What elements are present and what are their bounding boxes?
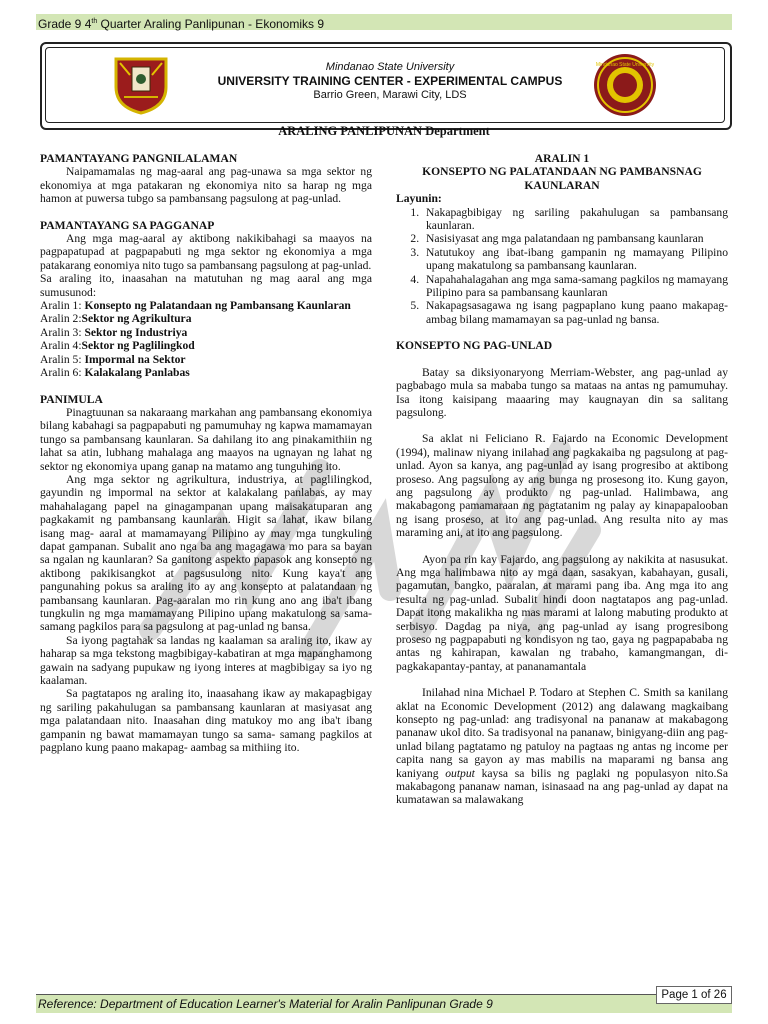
campus-name: UNIVERSITY TRAINING CENTER - EXPERIMENTAL CAMPUS: [217, 74, 563, 88]
paragraph: Batay sa diksiyonaryong Merriam-Webster, ang pag-unlad ay pagbabago mula sa mababa tungo sa mataas na antas ng pamumuhay. Isa itong kaisipang maaaring may kaugnayan din sa salitang pagsulong.: [396, 365, 728, 419]
lesson-list-item: Aralin 2:Sektor ng Agrikultura: [40, 312, 192, 326]
lesson-list-item: Aralin 3: Sektor ng Industriya: [40, 325, 188, 339]
lesson-list-item: Aralin 5: Impormal na Sektor: [40, 352, 186, 366]
paragraph: Sa iyong pagtahak sa landas ng kaalaman sa araling ito, ikaw ay haharap sa mga tekstong magbibigay-kabatiran at mga mapanghamong gawain na sadyang pupukaw ng iyong interes at magbibigay sa iyo ng kaalaman.: [40, 633, 372, 688]
grade-superscript: th: [91, 18, 98, 25]
paragraph: Sa araling ito, inaasahan na matutuhan ng mag aaral ang mga sumusunod:: [40, 272, 372, 299]
paragraph: Naipamamalas ng mag-aaral ang pag-unawa sa mga sektor ng ekonomiya at mga patakaran ng ekonomiya nito sa harap ng mga hamon at puwersa tubgo sa pambansang pagsulong at pag-unlad.: [40, 165, 372, 206]
lesson-list-item: Aralin 6: Kalakalang Panlabas: [40, 366, 190, 380]
reference-footer: Reference: Department of Education Learner's Material for Aralin Panlipunan Grade 9: [36, 994, 732, 1013]
paragraph: Ang mga mag-aaral ay aktibong nakikibahagi sa maayos na pagpapatupad at pagpapabuti ng mga sektor ng ekonomiya a mga patakarang eonomiya nito tugo sa pambansang pagsulong at pag-unlad.: [40, 232, 372, 272]
section-heading: PAMANTAYANG SA PAGGANAP: [40, 218, 215, 232]
department-title: ARALING PANLIPUNAN Department: [278, 124, 490, 138]
objective-item: 5. Nakapagsasagawa ng isang pagpaplano kung paano makapag-ambag bilang mamamayan sa pag-unlad ng bansa.: [422, 299, 728, 326]
paragraph: Sa pagtatapos ng araling ito, inaasahang ikaw ay makapagbigay ng sariling pakahulugan sa pambansang kaunlaran at masiyasat ang mga palatandaan nito. Inaasahan ding matukoy mo ang iba't ibang gampanin ng bawat mamamayan tungo sa sama- samang pagkilos at pagplano kung paano makapag- aambag sa mithiing ito.: [40, 687, 372, 755]
lesson-list-item: Aralin 1: Konsepto ng Palatandaan ng Pambansang Kaunlaran: [40, 299, 351, 313]
campus-address: Barrio Green, Marawi City, LDS: [313, 89, 467, 101]
left-column: [40, 152, 372, 754]
section-heading: PAMANTAYANG PANGNILALAMAN: [40, 152, 238, 165]
paragraph: Ang mga sektor ng agrikultura, industriya, at paglilingkod, gayundin ng impormal na sektor at kalakalang panlabas, ay may mahahalagang papel na ginagampanan upang maisakatuparan ang pagkakamit ng pambansang kaunlaran. Higit sa lahat, ikaw bilang isang mag- aaral at mamamayang Pilipino ay may mga tungkuling dapat gampanan. Subalit ano nga ba ang magagawa mo para sa bayan sa ngalan ng kaunlaran? Sa ganitong aspekto papasok ang konsepto ng aktibong pakikisangkot at pagsusulong nito. Kung kaya't ang pangunahing pokus sa araling ito ay ang konsepto at palatandaan ng pambansang kaunlaran. Pag-aaralan mo rin kung ano ang iba't ibang tungkulin ng mga mamamayang Pilipino upang makatulong sa sama- samang pagkilos para sa pagsulong at pag-unlad ng bansa.: [40, 472, 372, 634]
objective-item: 4. Napahahalagahan ang mga sama-samang pagkilos ng mamayang Pilipino para sa pambansang kaunlaran: [422, 273, 728, 300]
utc-seal-logo: [110, 53, 172, 115]
msu-seal-logo: [592, 52, 658, 118]
paragraph: Inilahad nina Michael P. Todaro at Stephen C. Smith sa kanilang aklat na Economic Development (2012) ang dalawang magkaibang konsepto ng pag-unlad: ang tradisyonal na pananaw at makabagong pananaw ukol dito. Sa tradisyonal na pananaw, binigyang-diin ang pag-unlad bilang pagtatamo ng patuloy na pagtaas ng antas ng income per capita nang sa gayon ay mas mabilis na maparami ng bansa ang kaniyang output kaysa sa bilis ng paglaki ng populasyon nito.Sa makabagong pananaw naman, isinasaad na ang pag-unlad ay dapat na kumatawan sa malawakang: [396, 686, 728, 807]
objective-item: 1. Nakapagbibigay ng sariling pakahulugan sa pambansang kaunlaran.: [422, 206, 728, 233]
lesson-number: ARALIN 1: [534, 152, 590, 165]
seal-inscription: Mindanao State University: [595, 62, 655, 68]
objective-item: 3. Natutukoy ang ibat-ibang gampanin ng mamayang Pilipino upang makatulong sa pambansang kaunlaran.: [422, 246, 728, 273]
lesson-list-item: Aralin 4:Sektor ng Paglilingkod: [40, 339, 195, 353]
objectives-list: [396, 206, 728, 327]
university-name: Mindanao State University: [325, 61, 455, 73]
paragraph: Sa aklat ni Feliciano R. Fajardo na Economic Development (1994), malinaw niyang inilahad ang pagkakaiba ng pagsulong at pag-unlad. Ayon sa kanya, ang pag-unlad ay isang progresibo at aktibong proseso. Ang pagsulong ay ang bunga ng prosesong ito. Kung gayon, ang pagsulong ay produkto ng pag-unlad. Halimbawa, ang makabagong pamamaraan ng pagtatanim ng palay ay kinapapalooban ng isang proseso, at ito ang pag-unlad. Ang resulta nito ay mas maraming ani, at ito ang pagsulong.: [396, 432, 728, 540]
objectives-heading: Layunin:: [396, 192, 442, 206]
lesson-title: KONSEPTO NG PALATANDAAN NG PAMBANSNAG KAUNLARAN: [422, 165, 702, 192]
document-top-bar: [36, 14, 732, 30]
paragraph: Pinagtuunan sa nakaraang markahan ang pambansang ekonomiya bilang kabahagi sa pagpapabuti ng pamumuhay ng kapwa mamamayan tungo sa pambansang kaunlaran. Sa dahilang ito ang pinakamithiin ng lahat sa atin, lubhang mahalaga ang maayos na ugnayan ng lahat ng sektor ng ekonomiya upang ganap na matamo ang tunguhing ito.: [40, 405, 372, 473]
section-heading: KONSEPTO NG PAG-UNLAD: [396, 339, 553, 353]
grade-label: Grade 9 4: [38, 17, 92, 31]
page-number: Page 1 of 26: [656, 986, 732, 1004]
section-heading: PANIMULA: [40, 392, 103, 406]
paragraph: Ayon pa rin kay Fajardo, ang pagsulong ay nakikita at nasusukat. Ang mga halimbawa nito ay mga daan, sasakyan, kabahayan, gusali, pagamutan, bangko, paaralan, at marami pang iba. Ang mga ito ang resulta ng pag-unlad. Subalit hindi doon nagtatapos ang pag-unlad. Dapat itong makalikha ng mas marami at lalong mabuting produkto at serbisyo. Dagdag pa niya, ang pag-unlad ay isang progresibong proseso ng pagpapabuti ng kondisyon ng tao, gaya ng pagpapababa ng antas ng kahirapan, kawalan ng trabaho, kamangmangan, di-pagkakapantay-pantay, at pananamantala: [396, 552, 728, 673]
quarter-subject-label: Quarter Araling Panlipunan - Ekonomiks 9: [97, 17, 325, 31]
institution-header: [200, 60, 580, 102]
objective-item: 2. Nasisiyasat ang mga palatandaan ng pambansang kaunlaran: [422, 232, 728, 245]
right-column: [396, 152, 728, 807]
